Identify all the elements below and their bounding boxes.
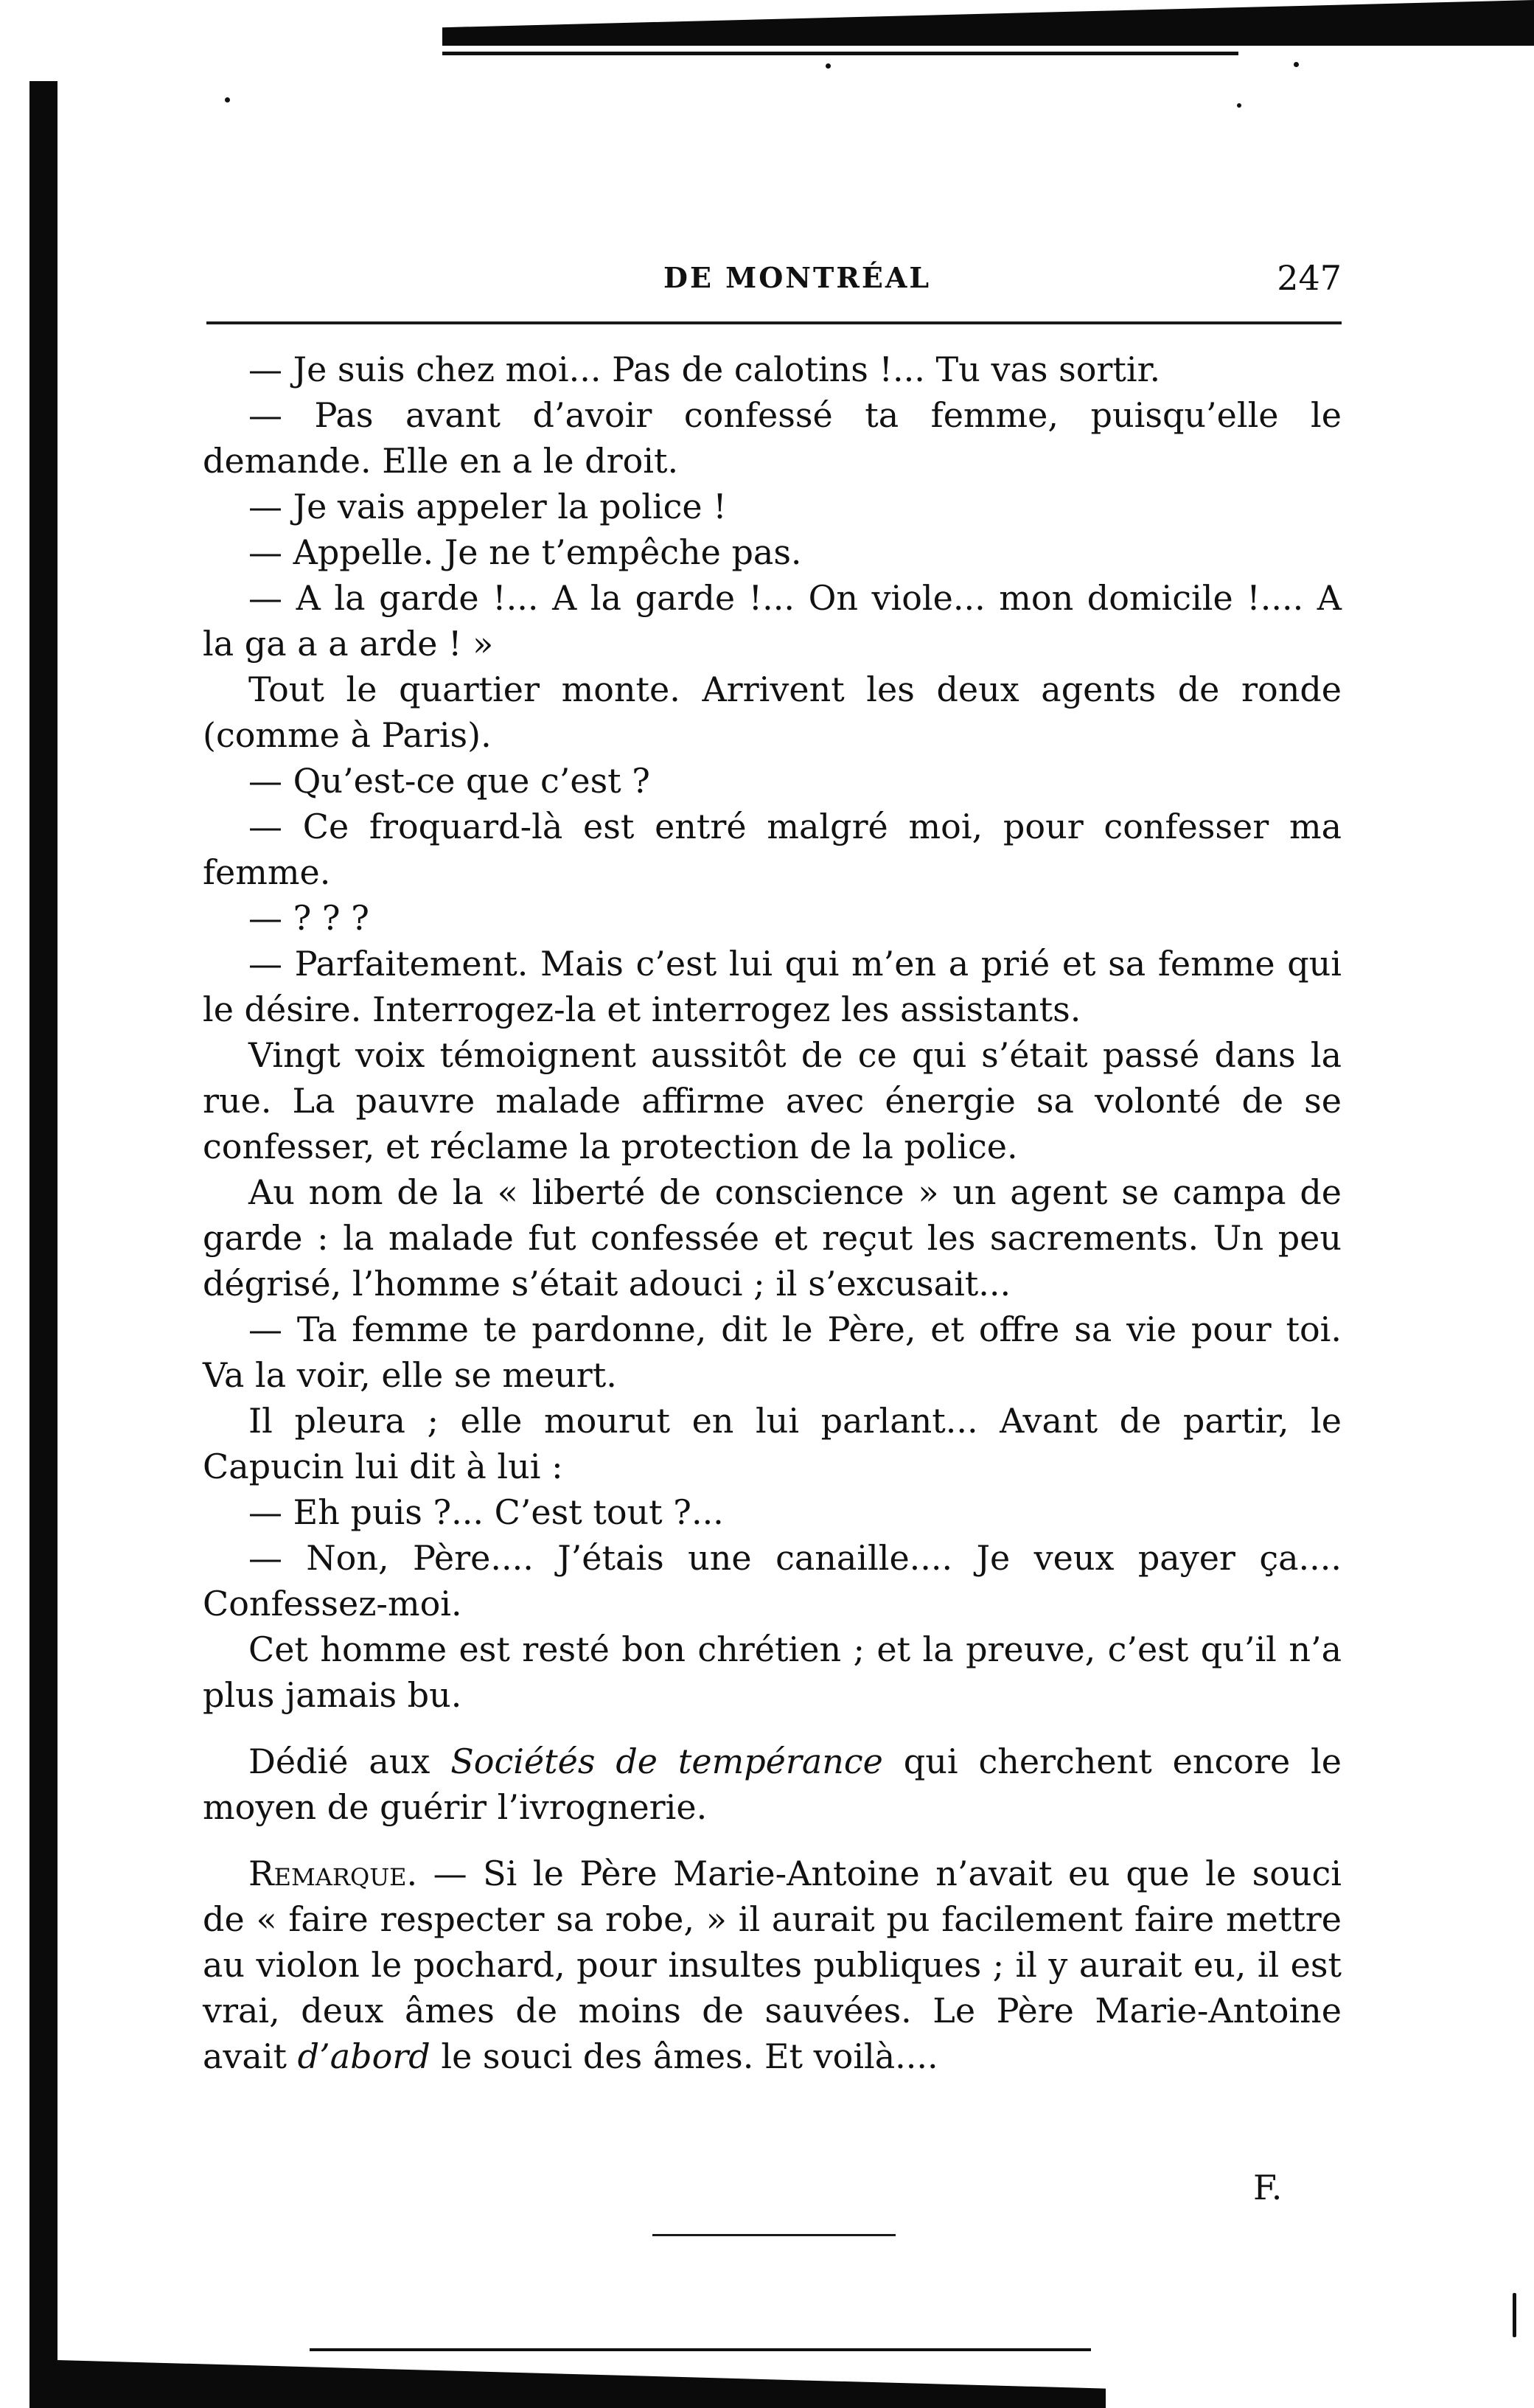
scan-border-left: [29, 81, 57, 2408]
dedication-text: qui cherchent encore le moyen de guérir l’ivrognerie.: [203, 1741, 1342, 1827]
scan-speck: [225, 97, 230, 102]
paragraph: Il pleura ; elle mourut en lui parlant... Avant de partir, le Capucin lui dit à lui :: [203, 1401, 1342, 1486]
paragraph: — Appelle. Je ne t’empêche pas.: [248, 532, 802, 572]
paragraph: — Parfaitement. Mais c’est lui qui m’en a prié et sa femme qui le désire. Interrogez-la et interrogez les assistants.: [203, 944, 1342, 1029]
paragraph: — Qu’est-ce que c’est ?: [248, 761, 650, 801]
remark-label: Remarque.: [248, 1854, 418, 1893]
paragraph: — Pas avant d’avoir confessé ta femme, puisqu’elle le demande. Elle en a le droit.: [203, 395, 1342, 481]
scan-speck: [1294, 62, 1299, 67]
dedication-italic: Sociétés de tempérance: [450, 1741, 883, 1781]
paragraph: Cet homme est resté bon chrétien ; et la preuve, c’est qu’il n’a plus jamais bu.: [203, 1629, 1342, 1715]
end-rule: [652, 2234, 896, 2236]
paragraph: — Ce froquard-là est entré malgré moi, pour confesser ma femme.: [203, 807, 1342, 892]
paragraph: — Non, Père.... J’étais une canaille.... Je veux payer ça.... Confessez-moi.: [203, 1538, 1342, 1624]
remark-text: — Si le Père Marie-Antoine n’avait eu que le souci de « faire respecter sa robe, » il aurait pu facilement faire mettre au violon le pochard, pour insultes publiques ; il y aurait eu, il est vrai, deux âmes de moins de sauvées. Le Père Marie-Antoine avait: [203, 1854, 1342, 2076]
paragraph: Tout le quartier monte. Arrivent les deux agents de ronde (comme à Paris).: [203, 669, 1342, 755]
paragraph: Au nom de la « liberté de conscience » un agent se campa de garde : la malade fut confessée et reçut les sacrements. Un peu dégrisé, l’homme s’était adouci ; il s’excusait...: [203, 1172, 1342, 1304]
dedication-text: Dédié aux: [248, 1741, 451, 1781]
scan-border-bottom: [29, 2359, 1106, 2408]
scan-speck: [1513, 2293, 1516, 2337]
body-text: [203, 347, 1342, 2079]
paragraph: Vingt voix témoignent aussitôt de ce qui s’était passé dans la rue. La pauvre malade affirme avec énergie sa volonté de se confesser, et réclame la protection de la police.: [203, 1035, 1342, 1166]
paragraph: — Je vais appeler la police !: [248, 487, 727, 526]
paragraph: — Je suis chez moi... Pas de calotins !... Tu vas sortir.: [248, 349, 1161, 389]
running-head: [210, 258, 1342, 302]
scan-border-top: [442, 0, 1534, 46]
paragraph: — Eh puis ?... C’est tout ?...: [248, 1492, 724, 1532]
scan-speck: [1237, 103, 1241, 108]
scan-speck: [826, 63, 831, 69]
paragraph: — A la garde !... A la garde !... On viole... mon domicile !.... A la ga a a arde ! »: [203, 578, 1342, 664]
page-number: 247: [1277, 258, 1342, 298]
remark-paragraph: [203, 1851, 1342, 2079]
paragraph: — ? ? ?: [248, 898, 369, 938]
dedication-paragraph: [203, 1739, 1342, 1830]
paragraph: — Ta femme te pardonne, dit le Père, et offre sa vie pour toi. Va la voir, elle se meurt.: [203, 1309, 1342, 1395]
remark-text: le souci des âmes. Et voilà....: [430, 2036, 938, 2076]
header-rule: [206, 321, 1342, 324]
remark-italic: d’abord: [297, 2036, 430, 2076]
running-title: DE MONTRÉAL: [663, 261, 932, 294]
scan-line-top: [442, 52, 1238, 55]
scan-line-bottom: [310, 2348, 1091, 2351]
signature: F.: [1253, 2168, 1283, 2207]
